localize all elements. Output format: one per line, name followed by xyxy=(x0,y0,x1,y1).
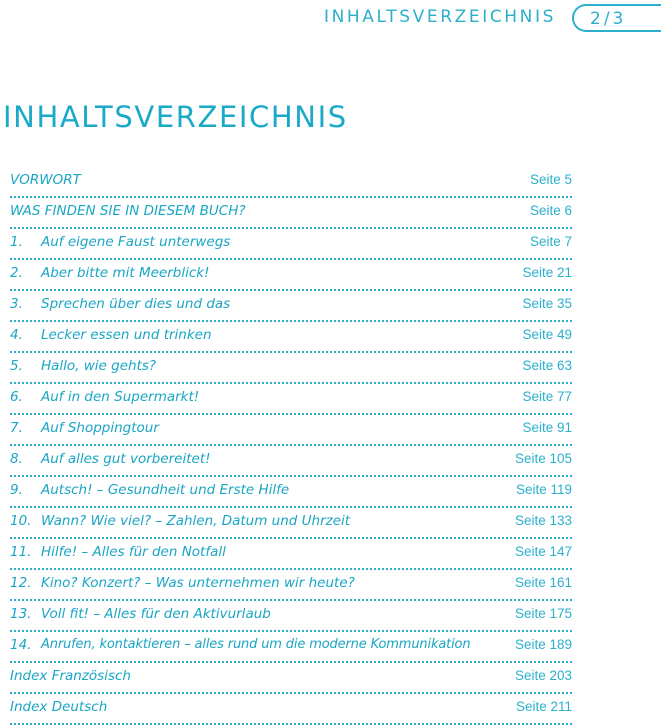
toc-entry-title: Wann? Wie viel? – Zahlen, Datum und Uhrzeit xyxy=(41,513,351,529)
toc-entry-number: 1. xyxy=(10,234,23,250)
toc-row-chapter-11[interactable] xyxy=(10,539,572,570)
toc-entry-number: 8. xyxy=(10,451,23,467)
toc-entry-number: 7. xyxy=(10,420,23,436)
page-indicator-label: 2/3 xyxy=(590,9,627,29)
toc-row-chapter-5[interactable] xyxy=(10,353,572,384)
toc-entry-page: Seite 49 xyxy=(522,327,572,342)
page-header xyxy=(0,0,661,38)
toc-entry-title: Hilfe! – Alles für den Notfall xyxy=(41,544,226,560)
toc-entry-title: Index Deutsch xyxy=(10,699,108,715)
toc-entry-title: Aber bitte mit Meerblick! xyxy=(41,265,210,281)
toc-entry-page: Seite 203 xyxy=(514,668,572,683)
toc-row-vorwort[interactable] xyxy=(10,167,572,198)
toc-entry-number: 4. xyxy=(10,327,23,343)
toc-entry-page: Seite 189 xyxy=(514,637,572,652)
toc-entry-page: Seite 5 xyxy=(529,172,572,187)
toc-row-chapter-6[interactable] xyxy=(10,384,572,415)
toc-row-chapter-12[interactable] xyxy=(10,570,572,601)
toc-entry-page: Seite 35 xyxy=(522,296,572,311)
toc-entry-number: 6. xyxy=(10,389,23,405)
toc-entry-page: Seite 147 xyxy=(514,544,572,559)
toc-entry-page: Seite 21 xyxy=(522,265,572,280)
toc-row-chapter-4[interactable] xyxy=(10,322,572,353)
toc-entry-number: 13. xyxy=(10,606,32,622)
toc-entry-title: Auf eigene Faust unterwegs xyxy=(41,234,231,250)
toc-row-chapter-2[interactable] xyxy=(10,260,572,291)
toc-entry-page: Seite 161 xyxy=(514,575,572,590)
toc-row-chapter-3[interactable] xyxy=(10,291,572,322)
toc-row-chapter-9[interactable] xyxy=(10,477,572,508)
toc-entry-page: Seite 105 xyxy=(514,451,572,466)
toc-entry-number: 3. xyxy=(10,296,23,312)
toc-entry-page: Seite 133 xyxy=(514,513,572,528)
toc-entry-title: WAS FINDEN SIE IN DIESEM BUCH? xyxy=(10,203,246,219)
toc-entry-number: 14. xyxy=(10,637,32,653)
toc-entry-title: Hallo, wie gehts? xyxy=(41,358,157,374)
toc-entry-title: Anrufen, kontaktieren – alles rund um die moderne Kommunikation xyxy=(41,637,471,652)
toc-entry-page: Seite 63 xyxy=(522,358,572,373)
toc-entry-number: 2. xyxy=(10,265,23,281)
table-of-contents xyxy=(10,167,572,725)
toc-entry-page: Seite 77 xyxy=(522,389,572,404)
toc-entry-page: Seite 175 xyxy=(514,606,572,621)
toc-row-chapter-13[interactable] xyxy=(10,601,572,632)
toc-entry-title: VORWORT xyxy=(10,172,81,188)
toc-entry-page: Seite 211 xyxy=(515,699,572,714)
toc-entry-title: Kino? Konzert? – Was unternehmen wir heute? xyxy=(41,575,355,591)
toc-row-chapter-14[interactable] xyxy=(10,632,572,663)
toc-row-chapter-8[interactable] xyxy=(10,446,572,477)
toc-entry-title: Voll fit! – Alles für den Aktivurlaub xyxy=(41,606,271,622)
toc-entry-page: Seite 91 xyxy=(522,420,572,435)
toc-entry-number: 10. xyxy=(10,513,32,529)
page-title: INHALTSVERZEICHNIS xyxy=(3,100,348,134)
toc-row-chapter-1[interactable] xyxy=(10,229,572,260)
toc-entry-number: 5. xyxy=(10,358,23,374)
toc-entry-title: Sprechen über dies und das xyxy=(41,296,231,312)
toc-entry-page: Seite 119 xyxy=(515,482,572,497)
toc-row-index-deutsch[interactable] xyxy=(10,694,572,725)
toc-entry-page: Seite 6 xyxy=(529,203,572,218)
toc-entry-number: 9. xyxy=(10,482,23,498)
toc-entry-number: 12. xyxy=(10,575,32,591)
page-indicator xyxy=(572,4,661,32)
toc-entry-title: Auf Shoppingtour xyxy=(41,420,159,436)
toc-entry-title: Lecker essen und trinken xyxy=(41,327,212,343)
header-title: INHALTSVERZEICHNIS xyxy=(323,7,556,27)
toc-entry-number: 11. xyxy=(10,544,32,560)
toc-entry-title: Autsch! – Gesundheit und Erste Hilfe xyxy=(41,482,290,498)
toc-row-chapter-7[interactable] xyxy=(10,415,572,446)
toc-row-index-franzoesisch[interactable] xyxy=(10,663,572,694)
toc-entry-title: Auf alles gut vorbereitet! xyxy=(41,451,211,467)
toc-row-chapter-10[interactable] xyxy=(10,508,572,539)
toc-entry-title: Auf in den Supermarkt! xyxy=(41,389,200,405)
toc-entry-title: Index Französisch xyxy=(10,668,131,684)
toc-row-was-finden[interactable] xyxy=(10,198,572,229)
toc-entry-page: Seite 7 xyxy=(529,234,572,249)
